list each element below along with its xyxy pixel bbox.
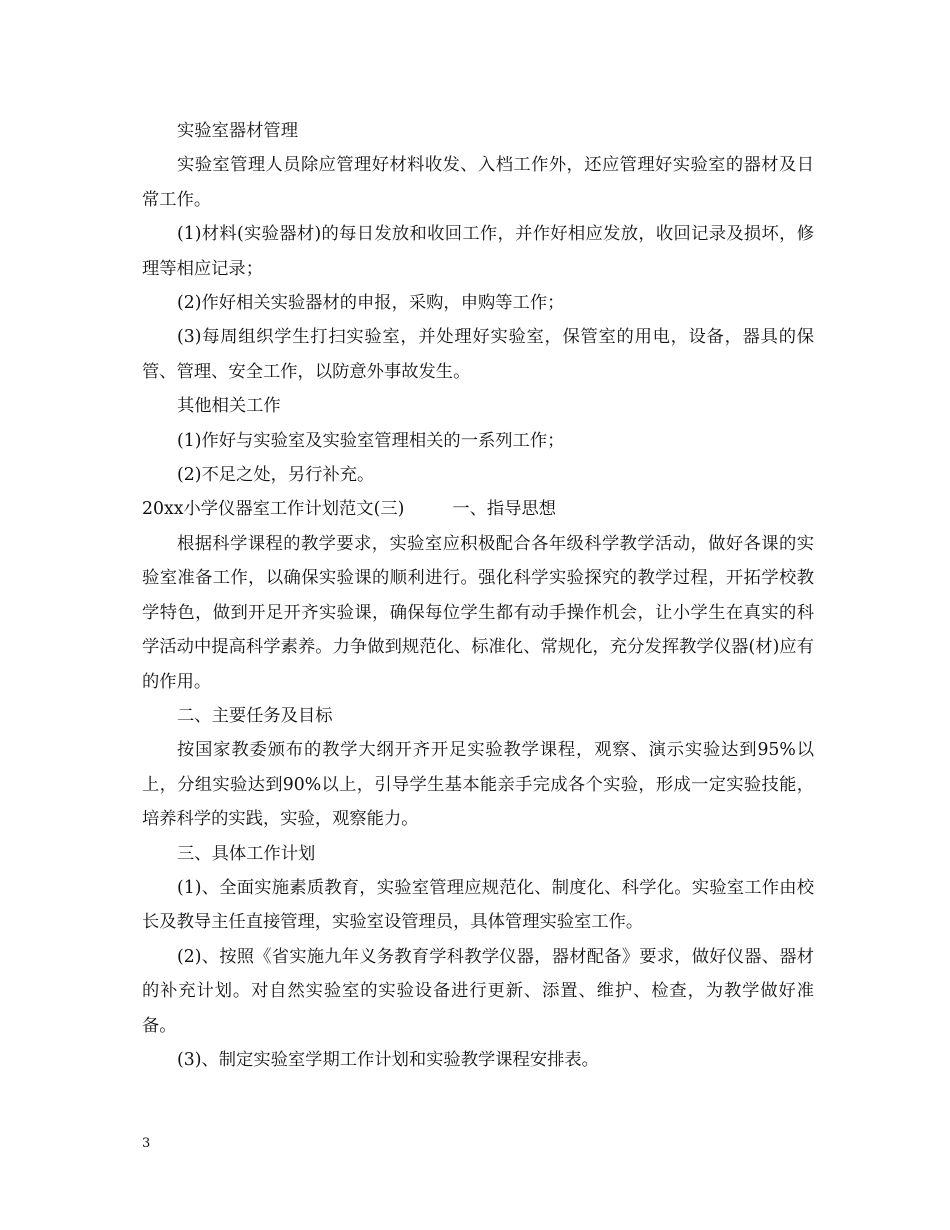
section-heading-guiding-ideology: 一、指导思想 [452, 499, 557, 520]
list-item: (2)、按照《省实施九年义务教育学科教学仪器，器材配备》要求，做好仪器、器材的补充计划。对自然实验室的实验设备进行更新、添置、维护、检查，为教学做好准备。 [142, 946, 814, 1036]
list-item: (2)不足之处，另行补充。 [177, 465, 375, 486]
paragraph: 实验室管理人员除应管理好材料收发、入档工作外，还应管理好实验室的器材及日常工作。 [142, 155, 814, 210]
list-item: (1)、全面实施素质教育，实验室管理应规范化、制度化、科学化。实验室工作由校长及教导主任直接管理，实验室设管理员，具体管理实验室工作。 [142, 877, 814, 933]
document-body [142, 114, 814, 1077]
section-heading-line [142, 492, 814, 526]
section-heading-work-plan: 三、具体工作计划 [177, 843, 316, 864]
subheading-other-work: 其他相关工作 [177, 396, 281, 417]
list-item: (2)作好相关实验器材的申报，采购，申购等工作； [177, 293, 565, 314]
list-item: (1)材料(实验器材)的每日发放和收回工作，并作好相应发放，收回记录及损坏，修理等相应记录； [142, 224, 814, 279]
page-number: 3 [142, 1136, 151, 1151]
list-item: (3)每周组织学生打扫实验室，并处理好实验室，保管室的用电，设备，器具的保管、管理、安全工作，以防意外事故发生。 [142, 327, 814, 382]
section-heading-tasks: 二、主要任务及目标 [177, 705, 333, 726]
list-item: (3)、制定实验室学期工作计划和实验教学课程安排表。 [177, 1049, 599, 1070]
paragraph: 根据科学课程的教学要求，实验室应积极配合各年级科学教学活动，做好各课的实验室准备工作，以确保实验课的顺利进行。强化科学实验探究的教学过程，开拓学校教学特色，做到开足开齐实验课，确保每位学生都有动手操作机会，让小学生在真实的科学活动中提高科学素养。力争做到规范化、标准化、常规化，充分发挥教学仪器(材)应有的作用。 [142, 533, 814, 692]
list-item: (1)作好与实验室及实验室管理相关的一系列工作； [177, 430, 565, 451]
paragraph: 按国家教委颁布的教学大纲开齐开足实验教学课程，观察、演示实验达到95%以上，分组实验达到90%以上，引导学生基本能亲手完成各个实验，形成一定实验技能，培养科学的实践，实验，观察能力。 [142, 740, 814, 830]
document-title: 20xx小学仪器室工作计划范文(三) [142, 499, 405, 520]
subheading-equipment-management: 实验室器材管理 [177, 121, 298, 141]
